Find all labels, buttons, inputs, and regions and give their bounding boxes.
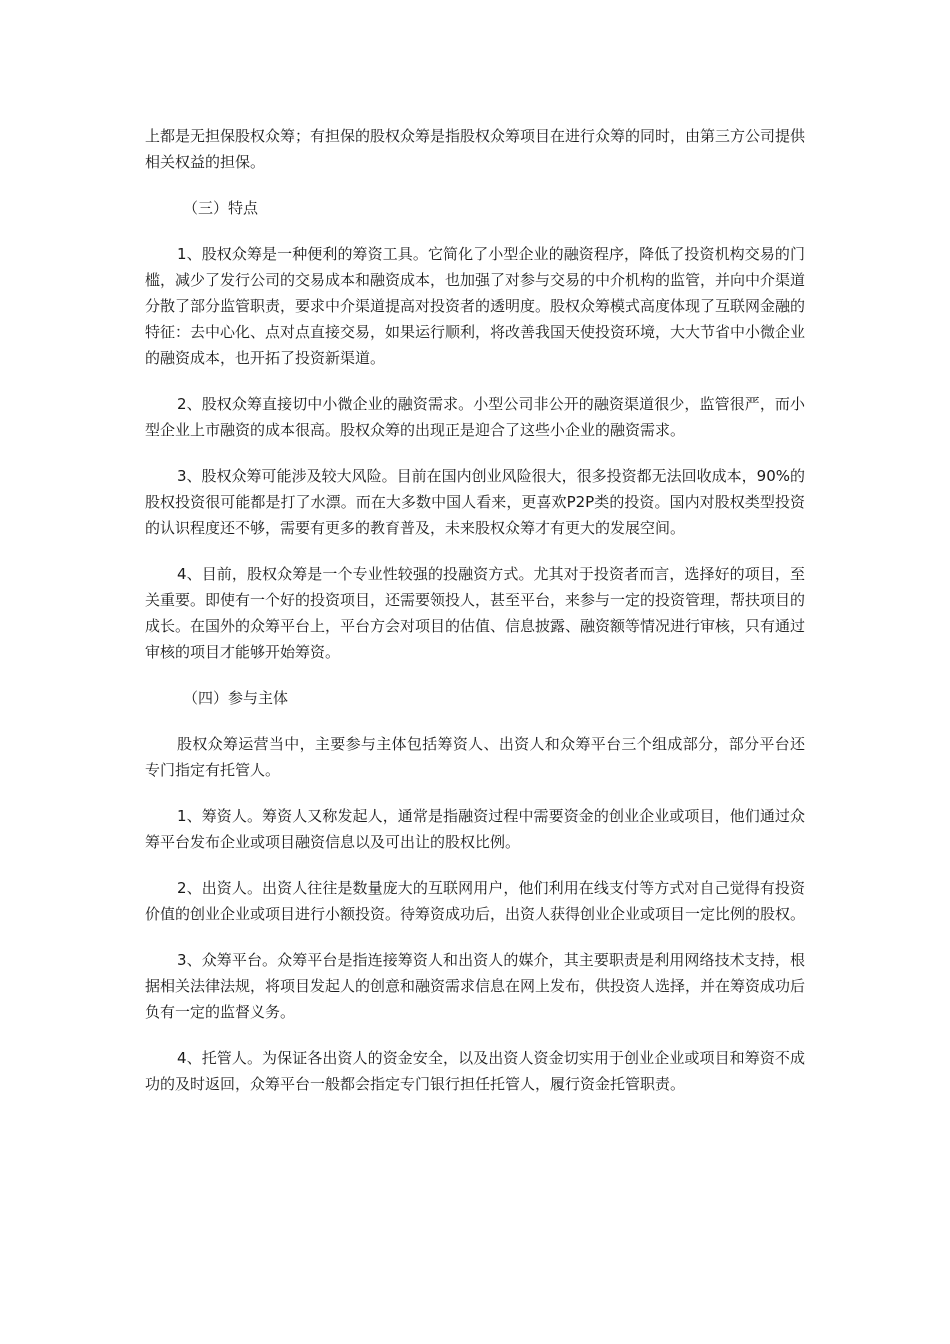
section-heading-participants: （四）参与主体 [183, 689, 289, 707]
paragraph-participants-intro: 股权众筹运营当中，主要参与主体包括筹资人、出资人和众筹平台三个组成部分，部分平台还专门指定有托管人。 [145, 735, 805, 779]
paragraph-fundraiser: 1、筹资人。筹资人又称发起人，通常是指融资过程中需要资金的创业企业或项目，他们通过众筹平台发布企业或项目融资信息以及可出让的股权比例。 [145, 807, 805, 851]
paragraph-continuation: 上都是无担保股权众筹；有担保的股权众筹是指股权众筹项目在进行众筹的同时，由第三方公司提供相关权益的担保。 [145, 127, 806, 171]
paragraph-platform: 3、众筹平台。众筹平台是指连接筹资人和出资人的媒介，其主要职责是利用网络技术支持，根据相关法律法规，将项目发起人的创意和融资需求信息在网上发布，供投资人选择，并在筹资成功后负有一定的监督义务。 [145, 951, 806, 1021]
paragraph-feature-4: 4、目前，股权众筹是一个专业性较强的投融资方式。尤其对于投资者而言，选择好的项目，至关重要。即使有一个好的投资项目，还需要领投人，甚至平台，来参与一定的投资管理，帮扶项目的成长。在国外的众筹平台上，平台方会对项目的估值、信息披露、融资额等情况进行审核，只有通过审核的项目才能够开始筹资。 [145, 565, 806, 661]
section-heading-features: （三）特点 [183, 199, 259, 217]
document-body [145, 123, 805, 1117]
paragraph-feature-1: 1、股权众筹是一种便利的筹资工具。它简化了小型企业的融资程序，降低了投资机构交易的门槛，减少了发行公司的交易成本和融资成本，也加强了对参与交易的中介机构的监管，并向中介渠道分散了部分监管职责，要求中介渠道提高对投资者的透明度。股权众筹模式高度体现了互联网金融的特征：去中心化、点对点直接交易，如果运行顺利，将改善我国天使投资环境，大大节省中小微企业的融资成本，也开拓了投资新渠道。 [145, 245, 806, 367]
paragraph-feature-2: 2、股权众筹直接切中小微企业的融资需求。小型公司非公开的融资渠道很少，监管很严，而小型企业上市融资的成本很高。股权众筹的出现正是迎合了这些小企业的融资需求。 [145, 395, 805, 439]
paragraph-custodian: 4、托管人。为保证各出资人的资金安全，以及出资人资金切实用于创业企业或项目和筹资不成功的及时返回，众筹平台一般都会指定专门银行担任托管人，履行资金托管职责。 [145, 1049, 805, 1093]
paragraph-investor: 2、出资人。出资人往往是数量庞大的互联网用户，他们利用在线支付等方式对自己觉得有投资价值的创业企业或项目进行小额投资。待筹资成功后，出资人获得创业企业或项目一定比例的股权。 [145, 879, 806, 923]
paragraph-feature-3: 3、股权众筹可能涉及较大风险。目前在国内创业风险很大，很多投资都无法回收成本，90%的股权投资很可能都是打了水漂。而在大多数中国人看来，更喜欢P2P类的投资。国内对股权类型投资的认识程度还不够，需要有更多的教育普及，未来股权众筹才有更大的发展空间。 [145, 467, 805, 537]
